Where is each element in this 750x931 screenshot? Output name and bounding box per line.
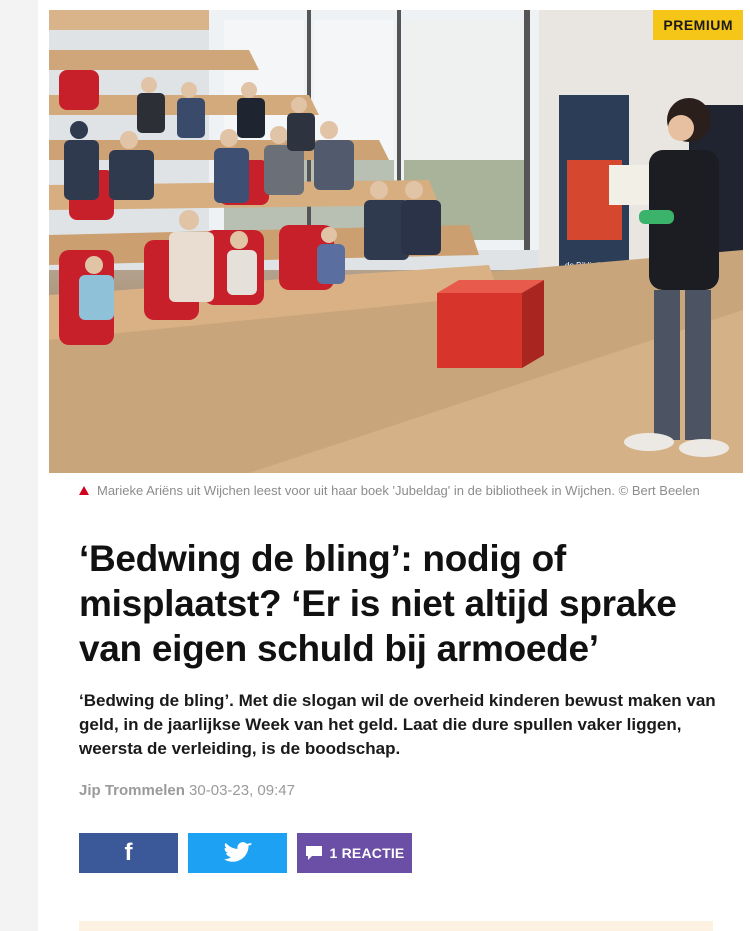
reactions-label: 1 REACTIE	[329, 845, 405, 861]
premium-badge: PREMIUM	[653, 10, 743, 40]
caption-text: Marieke Ariëns uit Wijchen leest voor uit haar boek 'Jubeldag' in de bibliotheek in Wijchen. © Bert Beelen	[97, 483, 700, 498]
twitter-icon	[224, 842, 252, 865]
content-box-top	[79, 921, 713, 931]
left-gutter	[0, 0, 38, 931]
photo-illustration	[49, 10, 743, 473]
facebook-icon: f	[124, 839, 133, 866]
byline	[79, 781, 295, 801]
article-headline: ‘Bedwing de bling’: nodig of misplaatst? ‘Er is niet altijd sprake van eigen schuld bij armoede’	[79, 538, 677, 669]
share-bar	[79, 833, 412, 873]
publish-timestamp: 30-03-23, 09:47	[189, 782, 295, 799]
twitter-share-button[interactable]	[188, 833, 287, 873]
facebook-share-button[interactable]	[79, 833, 178, 873]
author-name[interactable]: Jip Trommelen	[79, 782, 185, 799]
article-photo[interactable]	[49, 10, 743, 473]
comment-icon	[305, 845, 323, 861]
caption-triangle-icon	[79, 486, 89, 495]
reactions-button[interactable]	[297, 833, 412, 873]
photo-caption	[79, 481, 709, 501]
article-intro: ‘Bedwing de bling’. Met die slogan wil de overheid kinderen bewust maken van geld, in de jaarlijkse Week van het geld. Laat die dure spullen vaker liggen, weersta de verleiding, is de boodschap.	[79, 691, 716, 758]
